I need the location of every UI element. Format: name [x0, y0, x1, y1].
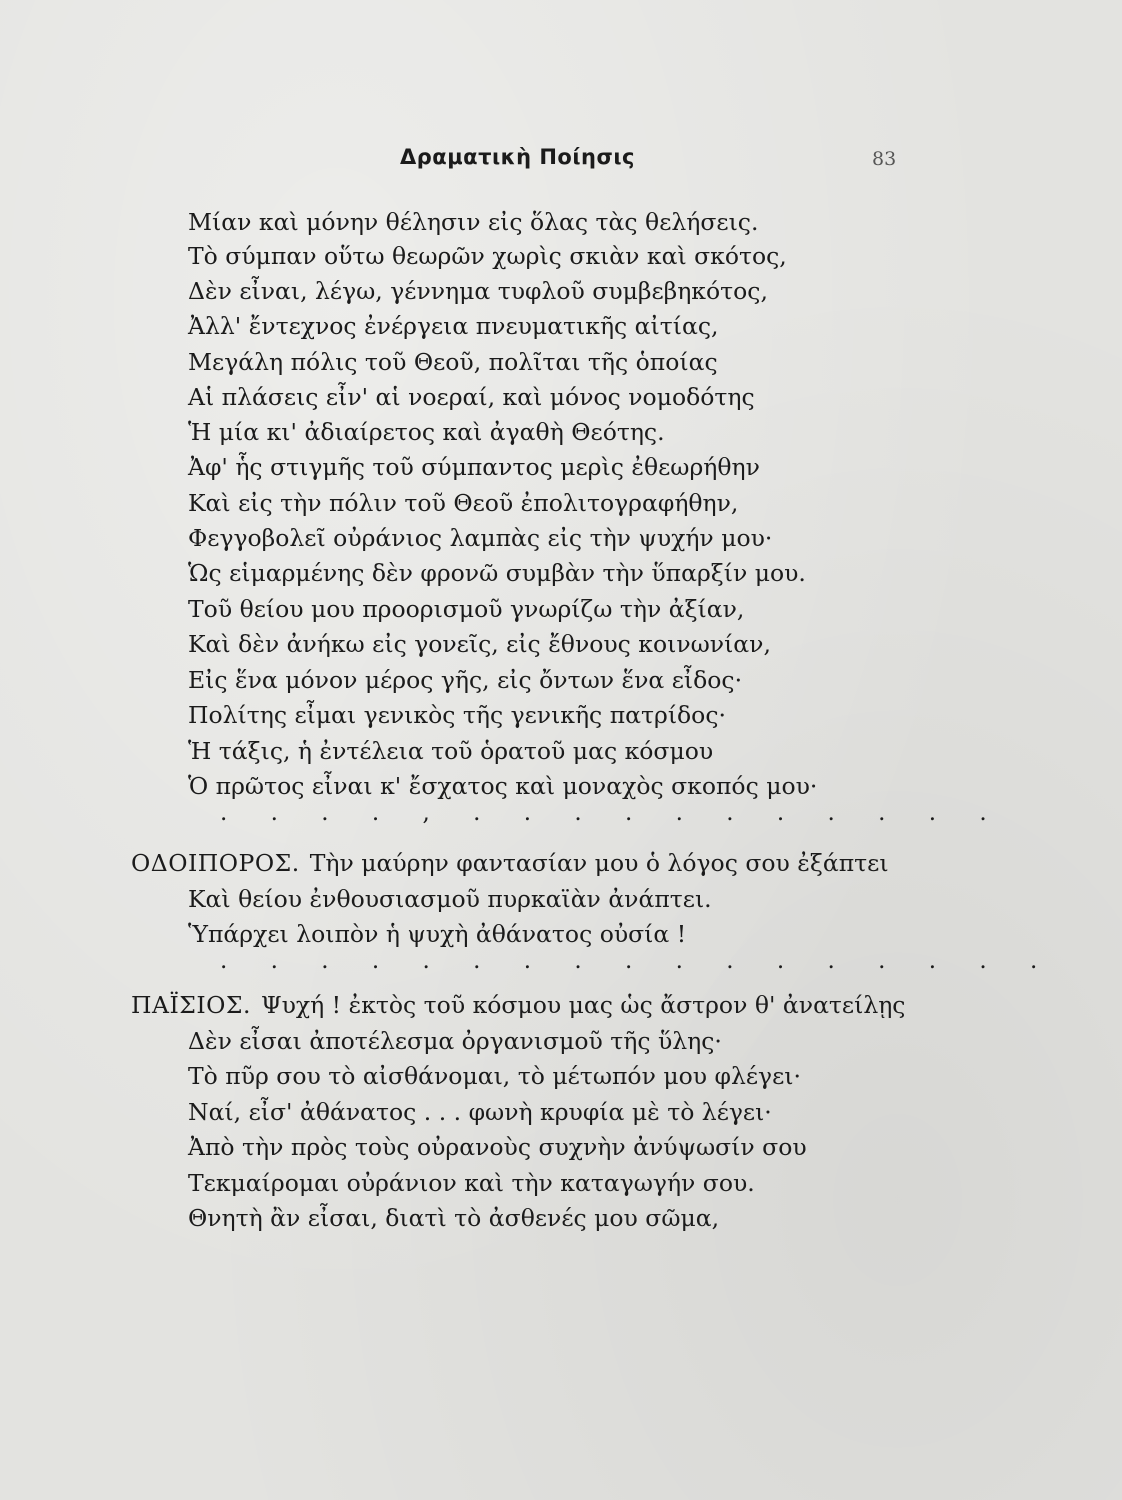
verse-line: Ἡ μία κι' ἀδιαίρετος καὶ ἀγαθὴ Θεότης.	[188, 418, 665, 446]
verse-line: Ναί, εἶσ' ἀθάνατος . . . φωνὴ κρυφία μὲ τὸ λέγει·	[188, 1098, 772, 1126]
verse-line: Ὁ πρῶτος εἶναι κ' ἔσχατος καὶ μοναχὸς σκοπός μου·	[188, 772, 818, 800]
verse-text: Ψυχή ! ἐκτὸς τοῦ κόσμου μας ὡς ἄστρον θ' ἀνατείλῃς	[261, 991, 906, 1019]
verse-line: Δὲν εἶσαι ἀποτέλεσμα ὀργανισμοῦ τῆς ὕλης·	[188, 1027, 722, 1055]
verse-line: Ἡ τάξις, ἡ ἐντέλεια τοῦ ὁρατοῦ μας κόσμου	[188, 737, 714, 765]
verse-line: Αἱ πλάσεις εἶν' αἱ νοεραί, καὶ μόνος νομοδότης	[188, 383, 755, 411]
verse-line: Εἰς ἕνα μόνον μέρος γῆς, εἰς ὄντων ἕνα εἶδος·	[188, 666, 743, 694]
verse-line: Καὶ θείου ἐνθουσιασμοῦ πυρκαϊὰν ἀνάπτει.	[188, 885, 712, 913]
verse-line: Ἀπὸ τὴν πρὸς τοὺς οὐρανοὺς συχνὴν ἀνύψωσίν σου	[188, 1133, 807, 1161]
verse-line: Πολίτης εἶμαι γενικὸς τῆς γενικῆς πατρίδος·	[188, 701, 726, 729]
verse-line: Ὑπάρχει λοιπὸν ἡ ψυχὴ ἀθάνατος οὐσία !	[188, 920, 687, 948]
verse-line: Τὸ σύμπαν οὕτω θεωρῶν χωρὶς σκιὰν καὶ σκότος,	[188, 242, 787, 270]
page-number: 83	[872, 148, 897, 170]
speaker-line	[131, 988, 905, 1022]
verse-line: Τὸ πῦρ σου τὸ αἰσθάνομαι, τὸ μέτωπόν μου φλέγει·	[188, 1062, 801, 1090]
verse-line: Θνητὴ ἂν εἶσαι, διατὶ τὸ ἀσθενές μου σῶμα,	[188, 1204, 720, 1232]
verse-line: Καὶ δὲν ἀνήκω εἰς γονεῖς, εἰς ἔθνους κοινωνίαν,	[188, 630, 771, 658]
speaker-name: ΠΑΪΣΙΟΣ.	[131, 991, 251, 1019]
verse-line: Δὲν εἶναι, λέγω, γέννημα τυφλοῦ συμβεβηκότος,	[188, 277, 768, 305]
verse-line: Καὶ εἰς τὴν πόλιν τοῦ Θεοῦ ἐπολιτογραφήθην,	[188, 489, 739, 517]
verse-line: Τεκμαίρομαι οὐράνιον καὶ τὴν καταγωγήν σου.	[188, 1169, 755, 1197]
verse-line: Ὡς εἱμαρμένης δὲν φρονῶ συμβὰν τὴν ὕπαρξίν μου.	[188, 559, 806, 587]
verse-line: Ἀφ' ἧς στιγμῆς τοῦ σύμπαντος μερὶς ἐθεωρήθην	[188, 453, 760, 481]
running-header-title: Δραματικὴ Ποίησις	[400, 145, 635, 169]
speaker-line	[131, 846, 889, 880]
verse-line: Τοῦ θείου μου προορισμοῦ γνωρίζω τὴν ἀξίαν,	[188, 595, 745, 623]
verse-text: Τὴν μαύρην φαντασίαν μου ὁ λόγος σου ἐξάπτει	[309, 849, 889, 877]
verse-line: Μεγάλη πόλις τοῦ Θεοῦ, πολῖται τῆς ὁποίας	[188, 348, 718, 376]
verse-line: Φεγγοβολεῖ οὐράνιος λαμπὰς εἰς τὴν ψυχήν μου·	[188, 524, 773, 552]
verse-line: Μίαν καὶ μόνην θέλησιν εἰς ὅλας τὰς θελήσεις.	[188, 208, 759, 236]
verse-line: Ἀλλ' ἔντεχνος ἐνέργεια πνευματικῆς αἰτίας,	[188, 312, 719, 340]
ellipsis-separator: . . . . , . . . . . . . . . . .	[220, 800, 1005, 826]
speaker-name: ΟΔΟΙΠΟΡΟΣ.	[131, 849, 300, 877]
ellipsis-separator: . . . . . . . . . . . . . . . . .	[220, 948, 1056, 974]
